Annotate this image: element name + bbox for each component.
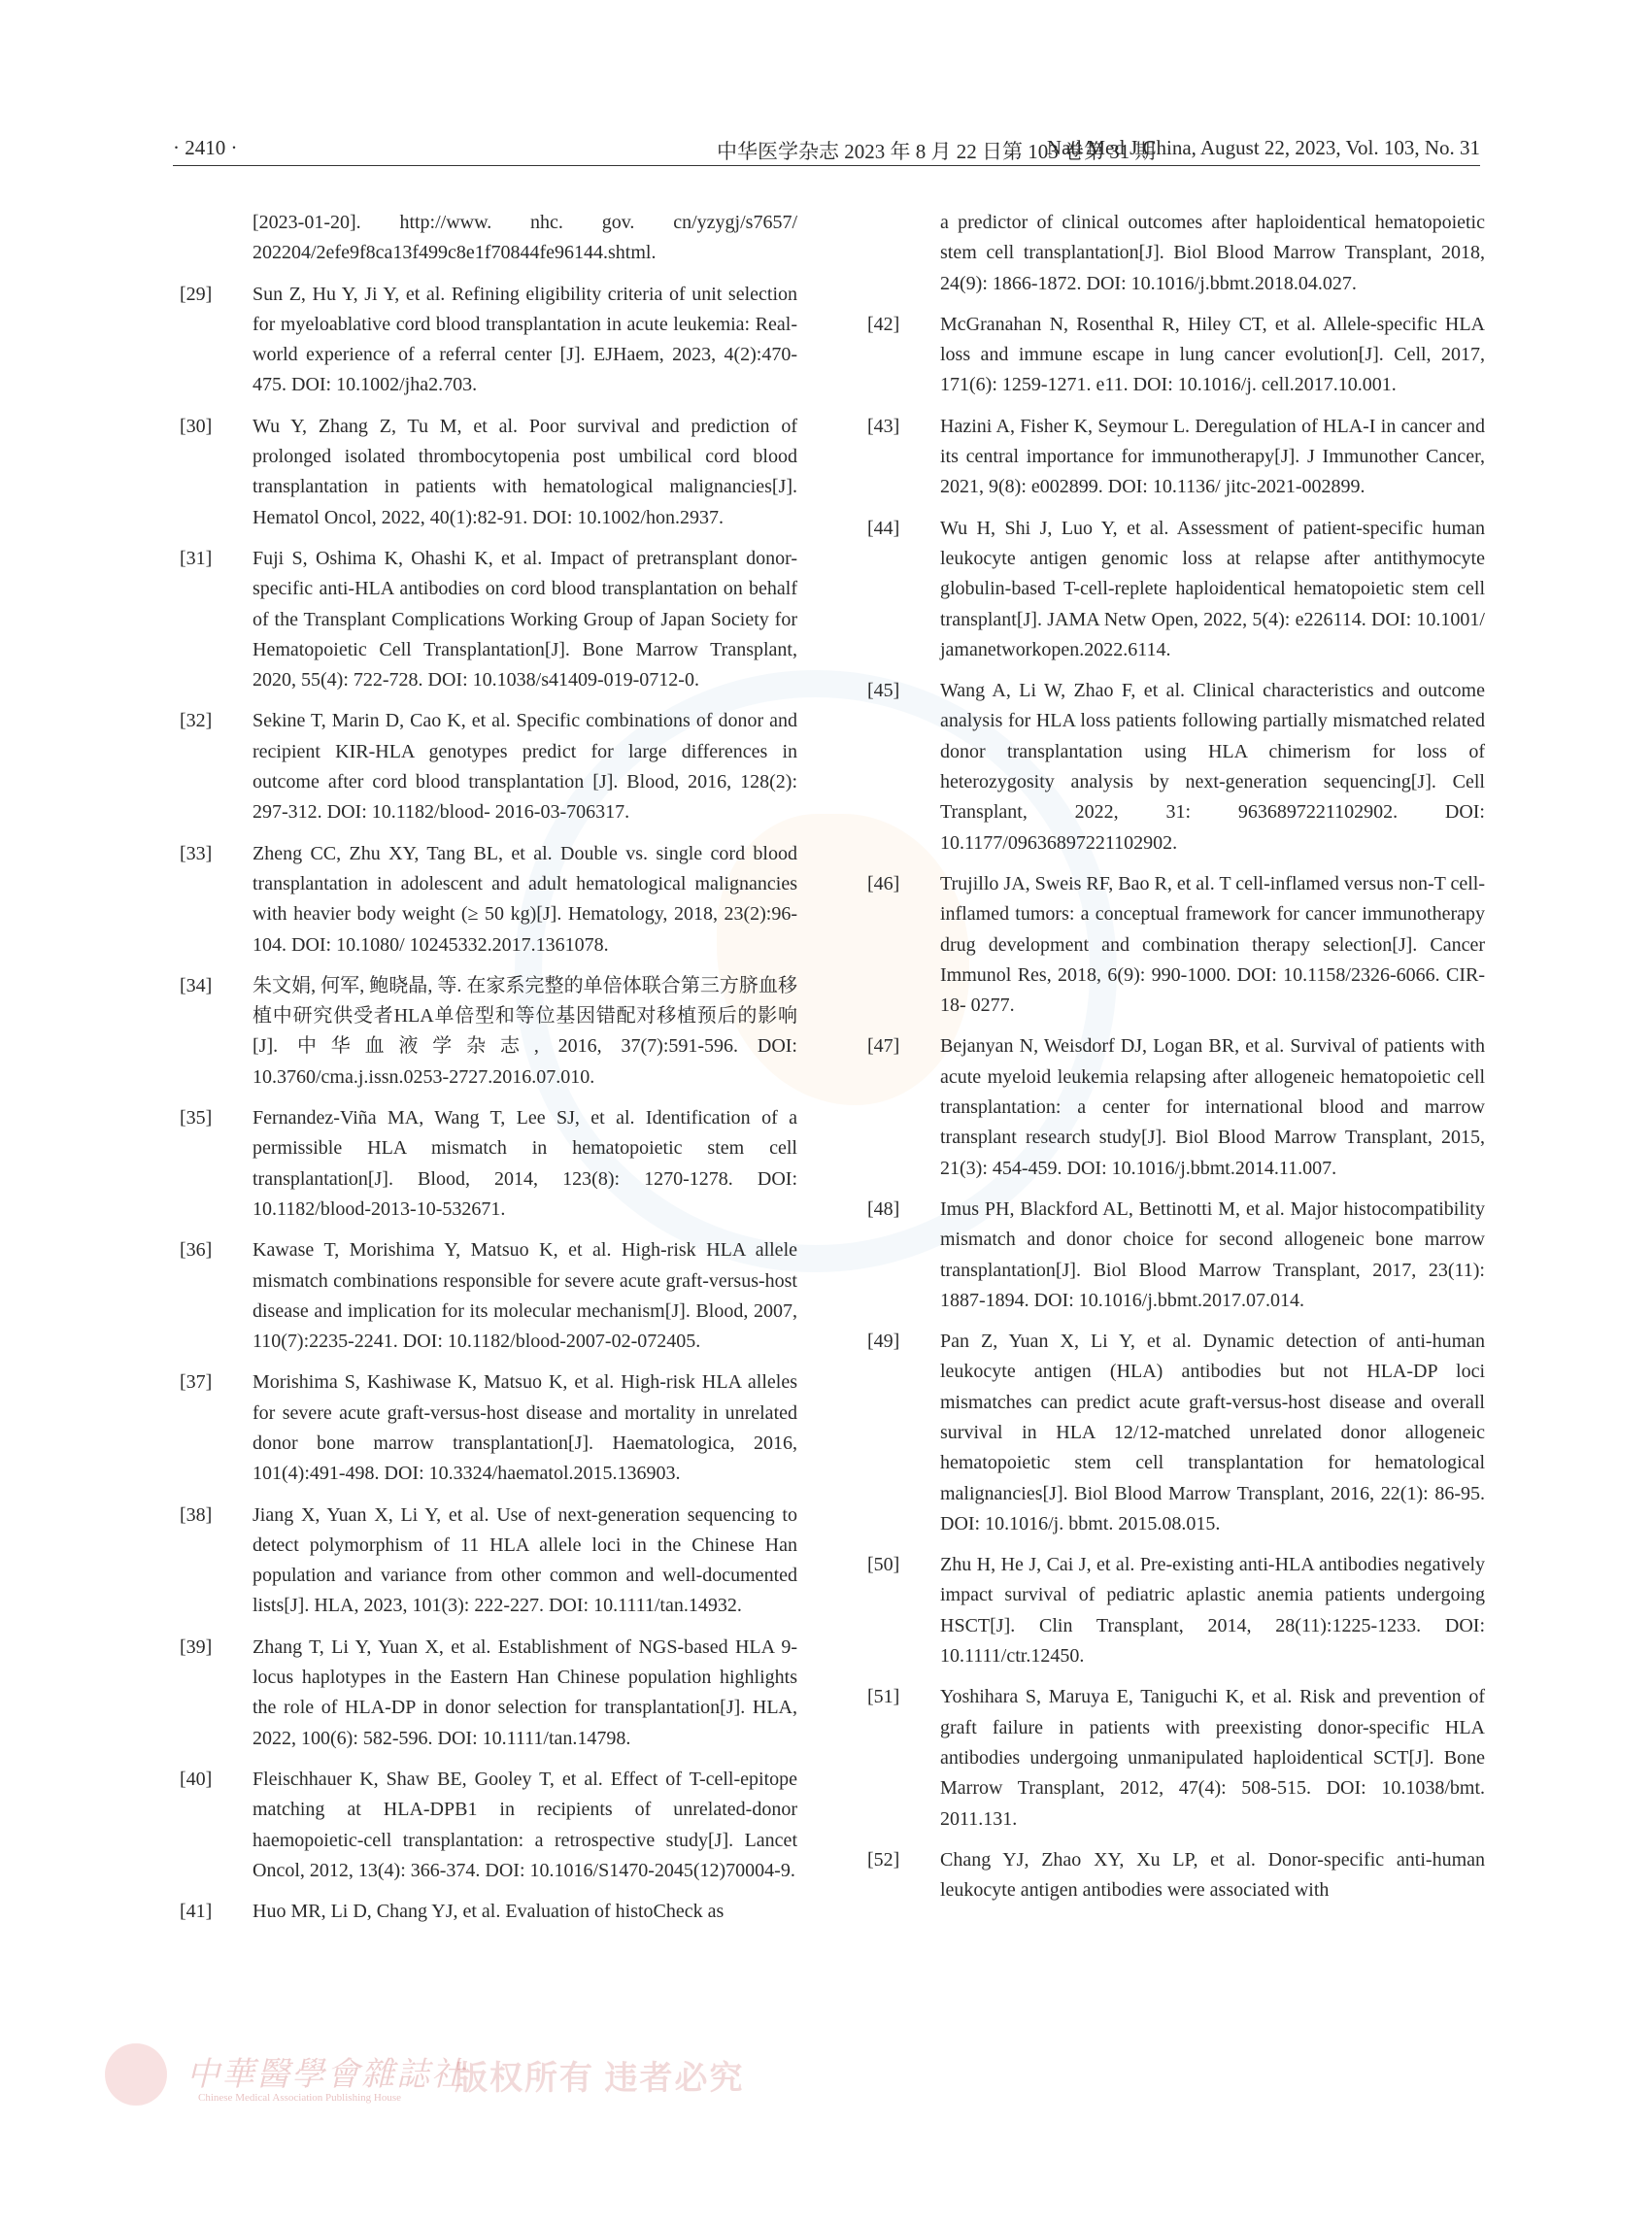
- reference-number: [52]: [867, 1848, 900, 1871]
- reference-text: 朱文娟, 何军, 鲍晓晶, 等. 在家系完整的单倍体联合第三方脐血移植中研究供受者HLA单倍型和等位基因错配对移植预后的影响 [J]. 中华血液学杂志, 2016, 37(7):591-596. DOI: 10.3760/cma.j.issn.0253-2727.2016.07.010.: [253, 974, 797, 1088]
- reference-text: Wu Y, Zhang Z, Tu M, et al. Poor survival and prediction of prolonged isolated thrombocytopenia post umbilical cord blood transplantation in patients with hematological malignancies[J]. Hematol Oncol, 2022, 40(1):82-91. DOI: 10.1002/hon.2937.: [253, 415, 797, 528]
- page-header: [173, 132, 1480, 166]
- reference-text: Kawase T, Morishima Y, Matsuo K, et al. High-risk HLA allele mismatch combinations responsible for severe acute graft-versus-host disease and implication for its molecular mechanism[J]. Blood, 2007, 110(7):2235-2241. DOI: 10.1182/blood-2007-02-072405.: [253, 1239, 797, 1353]
- reference-text: Morishima S, Kashiwase K, Matsuo K, et al. High-risk HLA alleles for severe acute graft-versus-host disease and mortality in unrelated donor bone marrow transplantation[J]. Haematologica, 2016, 101(4):491-498. DOI: 10.3324/haematol.2015.136903.: [253, 1371, 797, 1485]
- reference-item: [867, 1195, 1485, 1316]
- reference-number: [51]: [867, 1686, 900, 1708]
- reference-text: Pan Z, Yuan X, Li Y, et al. Dynamic detection of anti-human leukocyte antigen (HLA) antibodies but not HLA-DP loci mismatches can predict acute graft-versus-host disease and overall survival in HLA 12/12-matched unrelated donor allogeneic hematopoietic stem cell transplantation for hematological malignancies[J]. Biol Blood Marrow Transplant, 2016, 22(1): 86-95. DOI: 10.1016/j. bbmt. 2015.08.015.: [940, 1331, 1485, 1534]
- reference-number: [35]: [180, 1107, 213, 1129]
- journal-citation-english: Natl Med J China, August 22, 2023, Vol. 103, No. 31: [1046, 136, 1480, 159]
- reference-text: Huo MR, Li D, Chang YJ, et al. Evaluation of histoCheck as: [253, 1901, 725, 1923]
- reference-item: [180, 1897, 797, 1927]
- reference-item: [180, 1765, 797, 1886]
- reference-item: [867, 869, 1485, 1021]
- reference-text: Wu H, Shi J, Luo Y, et al. Assessment of patient-specific human leukocyte antigen genomic loss at relapse after antithymocyte globulin-based T-cell-replete haploidentical hematopoietic stem cell transplant[J]. JAMA Netw Open, 2022, 5(4): e226114. DOI: 10.1001/ jamanetworkopen.2022.6114.: [940, 517, 1485, 660]
- reference-number: [48]: [867, 1197, 900, 1220]
- reference-text: Fernandez-Viña MA, Wang T, Lee SJ, et al. Identification of a permissible HLA mismatch in hematopoietic stem cell transplantation[J]. Blood, 2014, 123(8): 1270-1278. DOI: 10.1182/blood-2013-10-532671.: [253, 1107, 797, 1220]
- reference-number: [38]: [180, 1503, 213, 1526]
- publisher-name-english: Chinese Medical Association Publishing House: [198, 2092, 401, 2104]
- reference-item: [180, 1103, 797, 1225]
- reference-text: Zheng CC, Zhu XY, Tang BL, et al. Double vs. single cord blood transplantation in adolescent and adult hematological malignancies with heavier body weight (≥ 50 kg)[J]. Hematology, 2018, 23(2):96-104. DOI: 10.1080/ 10245332.2017.1361078.: [253, 842, 797, 956]
- reference-item: [180, 280, 797, 401]
- reference-number: [31]: [180, 547, 213, 569]
- reference-text: Wang A, Li W, Zhao F, et al. Clinical characteristics and outcome analysis for HLA loss patients following partially mismatched related donor transplantation using HLA chimerism for loss of heterozygosity analysis by next-generation sequencing[J]. Cell Transplant, 2022, 31: 9636897221102902. DOI: 10.1177/09636897221102902.: [940, 680, 1485, 854]
- reference-text: Bejanyan N, Weisdorf DJ, Logan BR, et al. Survival of patients with acute myeloid leukemia relapsing after allogeneic hematopoietic cell transplantation: a center for international blood and marrow transplant research study[J]. Biol Blood Marrow Transplant, 2015, 21(3): 454-459. DOI: 10.1016/j.bbmt.2014.11.007.: [940, 1035, 1485, 1179]
- reference-number: [34]: [180, 974, 213, 996]
- reference-text: Sun Z, Hu Y, Ji Y, et al. Refining eligibility criteria of unit selection for myeloablative cord blood transplantation in acute leukemia: Real-world experience of a referral center [J]. EJHaem, 2023, 4(2):470-475. DOI: 10.1002/jha2.703.: [253, 283, 797, 396]
- reference-text: Zhu H, He J, Cai J, et al. Pre-existing anti-HLA antibodies negatively impact survival of pediatric aplastic anemia patients undergoing HSCT[J]. Clin Transplant, 2014, 28(11):1225-1233. DOI: 10.1111/ctr.12450.: [940, 1554, 1485, 1668]
- reference-text: McGranahan N, Rosenthal R, Hiley CT, et al. Allele-specific HLA loss and immune escape in lung cancer evolution[J]. Cell, 2017, 171(6): 1259-1271. e11. DOI: 10.1016/j. cell.2017.10.001.: [940, 313, 1485, 396]
- reference-text: Sekine T, Marin D, Cao K, et al. Specific combinations of donor and recipient KIR-HLA genotypes predict for large differences in outcome after cord blood transplantation [J]. Blood, 2016, 128(2): 297-312. DOI: 10.1182/blood- 2016-03-706317.: [253, 710, 797, 824]
- reference-number: [37]: [180, 1371, 213, 1394]
- reference-number: [36]: [180, 1239, 213, 1262]
- reference-item: [180, 839, 797, 961]
- reference-number: [43]: [867, 415, 900, 437]
- reference-number: [32]: [180, 710, 213, 732]
- reference-number: [42]: [867, 313, 900, 335]
- reference-item: [867, 1845, 1485, 1906]
- reference-text: Jiang X, Yuan X, Li Y, et al. Use of next-generation sequencing to detect polymorphism of 11 HLA allele loci in the Chinese Han population and variance from other common and well-documented lists[J]. HLA, 2023, 101(3): 222-227. DOI: 10.1111/tan.14932.: [253, 1503, 797, 1617]
- reference-number: [45]: [867, 680, 900, 702]
- reference-item: [180, 1367, 797, 1489]
- reference-text: Fleischhauer K, Shaw BE, Gooley T, et al. Effect of T-cell-epitope matching at HLA-DPB1 in recipients of unrelated-donor haemopoietic-cell transplantation: a retrospective study[J]. Lancet Oncol, 2012, 13(4): 366-374. DOI: 10.1016/S1470-2045(12)70004-9.: [253, 1768, 797, 1881]
- reference-item: [180, 208, 797, 269]
- reference-number: [33]: [180, 842, 213, 864]
- reference-number: [44]: [867, 517, 900, 539]
- reference-item: [180, 544, 797, 695]
- reference-item: [867, 412, 1485, 503]
- reference-text: Fuji S, Oshima K, Ohashi K, et al. Impact of pretransplant donor-specific anti-HLA antibodies on cord blood transplantation on behalf of the Transplant Complications Working Group of Japan Society for Hematopoietic Cell Transplantation[J]. Bone Marrow Transplant, 2020, 55(4): 722-728. DOI: 10.1038/s41409-019-0712-0.: [253, 547, 797, 691]
- reference-item: [180, 1633, 797, 1754]
- reference-item: [867, 514, 1485, 665]
- reference-text: Yoshihara S, Maruya E, Taniguchi K, et al. Risk and prevention of graft failure in patients with preexisting donor-specific HLA antibodies undergoing unmanipulated haploidentical SCT[J]. Bone Marrow Transplant, 2012, 47(4): 508-515. DOI: 10.1038/bmt. 2011.131.: [940, 1686, 1485, 1830]
- reference-number: [41]: [180, 1901, 213, 1923]
- publisher-seal-icon: [105, 2043, 167, 2106]
- reference-text: Imus PH, Blackford AL, Bettinotti M, et al. Major histocompatibility mismatch and donor choice for second allogeneic bone marrow transplantation[J]. Biol Blood Marrow Transplant, 2017, 23(11): 1887-1894. DOI: 10.1016/j.bbmt.2017.07.014.: [940, 1197, 1485, 1311]
- reference-item: [867, 676, 1485, 859]
- reference-item: [867, 310, 1485, 401]
- reference-number: [29]: [180, 283, 213, 305]
- copyright-notice: 版权所有 违者必究: [455, 2061, 745, 2097]
- publisher-watermark: [105, 2043, 746, 2111]
- reference-number: [40]: [180, 1768, 213, 1790]
- reference-number: [47]: [867, 1035, 900, 1058]
- reference-text: Hazini A, Fisher K, Seymour L. Deregulation of HLA-I in cancer and its central importance for immunotherapy[J]. J Immunother Cancer, 2021, 9(8): e002899. DOI: 10.1136/ jitc-2021-002899.: [940, 415, 1485, 498]
- left-reference-column: [180, 208, 797, 1938]
- right-reference-column: [867, 208, 1485, 1916]
- reference-number: [39]: [180, 1635, 213, 1658]
- reference-item: [180, 971, 797, 1093]
- reference-text: [2023-01-20]. http://www. nhc. gov. cn/yzygj/s7657/ 202204/2efe9f8ca13f499c8e1f70844fe96144.shtml.: [253, 212, 797, 264]
- reference-text: Chang YJ, Zhao XY, Xu LP, et al. Donor-specific anti-human leukocyte antigen antibodies were associated with: [940, 1848, 1485, 1902]
- reference-number: [46]: [867, 872, 900, 894]
- reference-item: [180, 412, 797, 533]
- reference-item: [867, 208, 1485, 299]
- reference-text: a predictor of clinical outcomes after haploidentical hematopoietic stem cell transplantation[J]. Biol Blood Marrow Transplant, 2018, 24(9): 1866-1872. DOI: 10.1016/j.bbmt.2018.04.027.: [940, 212, 1485, 294]
- reference-item: [867, 1550, 1485, 1671]
- reference-item: [867, 1327, 1485, 1539]
- reference-number: [49]: [867, 1331, 900, 1353]
- reference-item: [180, 1235, 797, 1357]
- page-number: · 2410 ·: [173, 136, 238, 159]
- journal-citation-chinese: 中华医学杂志 2023 年 8 月 22 日第 103 卷第 31 期: [717, 140, 1156, 163]
- reference-item: [867, 1682, 1485, 1834]
- reference-item: [867, 1031, 1485, 1183]
- reference-number: [30]: [180, 415, 213, 437]
- reference-text: Zhang T, Li Y, Yuan X, et al. Establishment of NGS-based HLA 9-locus haplotypes in the Eastern Han Chinese population highlights the role of HLA-DP in donor selection for transplantation[J]. HLA, 2022, 100(6): 582-596. DOI: 10.1111/tan.14798.: [253, 1635, 797, 1749]
- reference-number: [50]: [867, 1554, 900, 1576]
- reference-item: [180, 1500, 797, 1622]
- publisher-name-chinese: 中華醫學會雜誌社: [186, 2057, 466, 2093]
- reference-item: [180, 706, 797, 827]
- reference-text: Trujillo JA, Sweis RF, Bao R, et al. T cell-inflamed versus non-T cell-inflamed tumors: a conceptual framework for cancer immunotherapy drug development and combination therapy selection[J]. Cancer Immunol Res, 2018, 6(9): 990-1000. DOI: 10.1158/2326-6066. CIR-18- 0277.: [940, 872, 1485, 1017]
